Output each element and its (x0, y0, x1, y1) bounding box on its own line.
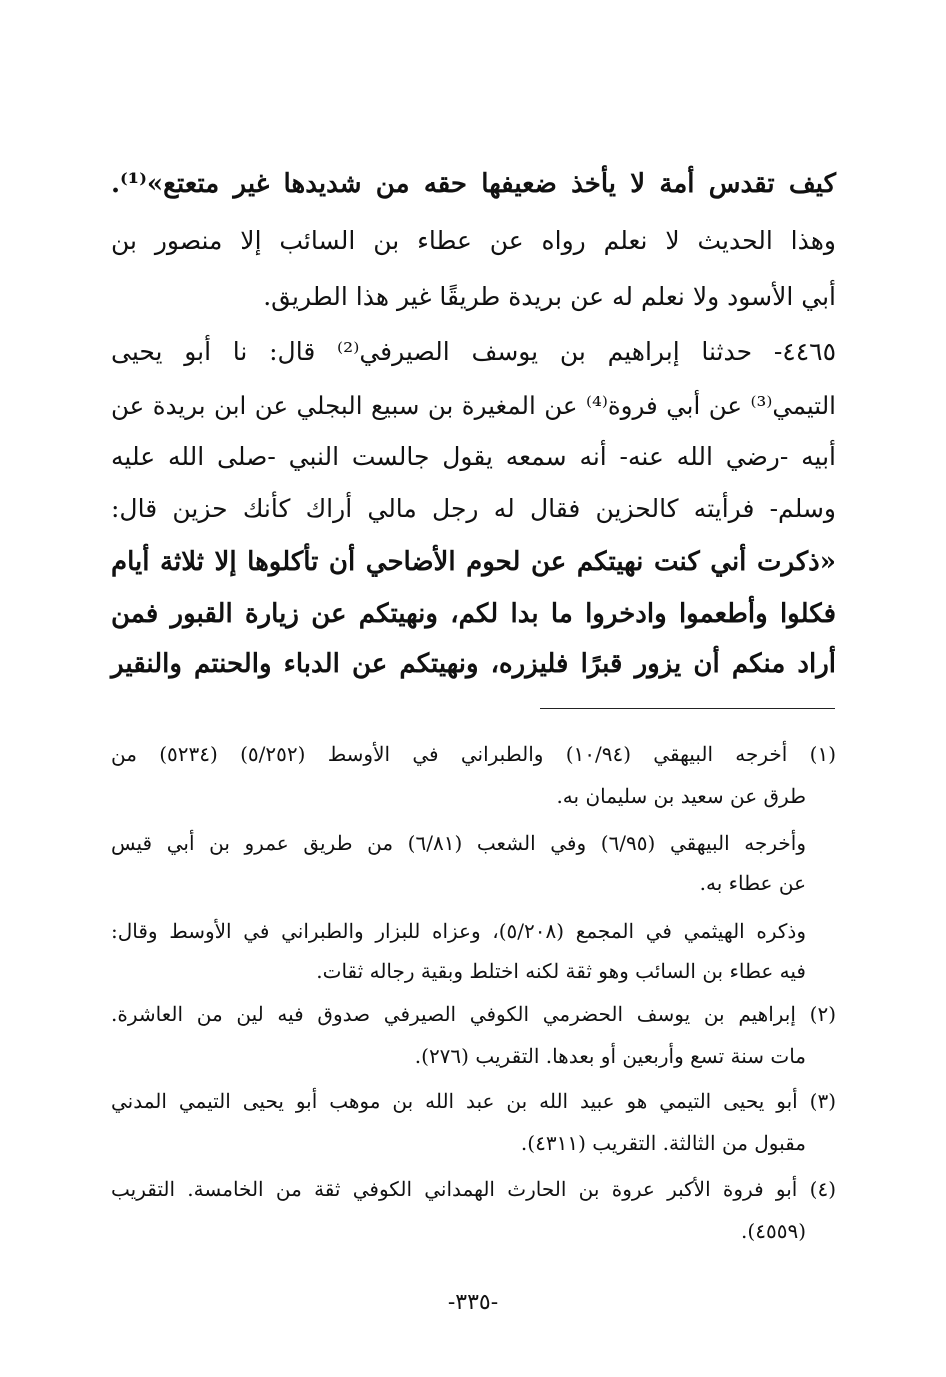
footnote-4-line-2: (٤٥٥٩). (741, 1219, 806, 1243)
footnote-3-line-2: مقبول من الثالثة. التقريب (٤٣١١). (520, 1131, 806, 1155)
body-line-1: كيف تقدس أمة لا يأخذ ضعيفها حقه من شديدها غير متعتع»⁽¹⁾. (111, 169, 836, 199)
footnote-1-line-4: عن عطاء به. (699, 871, 806, 895)
body-line-4: ٤٤٦٥- حدثنا إبراهيم بن يوسف الصيرفي⁽²⁾ قال: نا أبو يحيى (111, 337, 836, 366)
footnote-1-line-1: (١) أخرجه البيهقي (١٠/٩٤) والطبراني في الأوسط (٥/٢٥٢) (٥٢٣٤) من (111, 742, 836, 766)
footnote-3-line-1: (٣) أبو يحيى التيمي هو عبيد الله بن عبد الله بن موهب أبو يحيى التيمي المدني (111, 1089, 836, 1113)
footnote-1-line-3: وأخرجه البيهقي (٦/٩٥) وفي الشعب (٦/٨١) من طريق عمرو بن أبي قيس (111, 831, 806, 855)
footnote-2-line-1: (٢) إبراهيم بن يوسف الحضرمي الكوفي الصيرفي صدوق فيه لين من العاشرة. (111, 1002, 836, 1026)
body-line-9: فكلوا وأطعموا وادخروا ما بدا لكم، ونهيتكم عن زيارة القبور فمن (111, 599, 836, 629)
body-line-7: وسلم- فرأيته كالحزين فقال له رجل مالي أراك كأنك حزين قال: (111, 494, 836, 523)
footnote-1-line-6: فيه عطاء بن السائب وهو ثقة لكنه اختلط وبقية رجاله ثقات. (316, 959, 806, 983)
body-line-6: أبيه -رضي الله عنه- أنه سمعه يقول جالست النبي -صلى الله عليه (111, 442, 836, 471)
body-line-3: أبي الأسود ولا نعلم له عن بريدة طريقًا غير هذا الطريق. (263, 282, 836, 311)
footnote-separator (540, 708, 835, 709)
body-line-2: وهذا الحديث لا نعلم رواه عن عطاء بن السائب إلا منصور بن (111, 226, 836, 255)
footnote-1-line-2: طرق عن سعيد بن سليمان به. (556, 784, 806, 808)
body-line-10: أراد منكم أن يزور قبرًا فليزره، ونهيتكم عن الدباء والحنتم والنقير (111, 649, 836, 679)
body-line-8: «ذكرت أني كنت نهيتكم عن لحوم الأضاحي أن تأكلوها إلا ثلاثة أيام (111, 547, 836, 577)
footnote-2-line-2: مات سنة تسع وأربعين أو بعدها. التقريب (٢٧٦). (414, 1044, 806, 1068)
page-number: -٣٣٥- (447, 1290, 499, 1315)
footnote-1-line-5: وذكره الهيثمي في المجمع (٥/٢٠٨)، وعزاه للبزار والطبراني في الأوسط وقال: (111, 919, 806, 943)
body-line-5: التيمي⁽³⁾ عن أبي فروة⁽⁴⁾ عن المغيرة بن سبيع البجلي عن ابن بريدة عن (111, 391, 836, 420)
footnote-4-line-1: (٤) أبو فروة الأكبر عروة بن الحارث الهمداني الكوفي ثقة من الخامسة. التقريب (111, 1177, 836, 1201)
